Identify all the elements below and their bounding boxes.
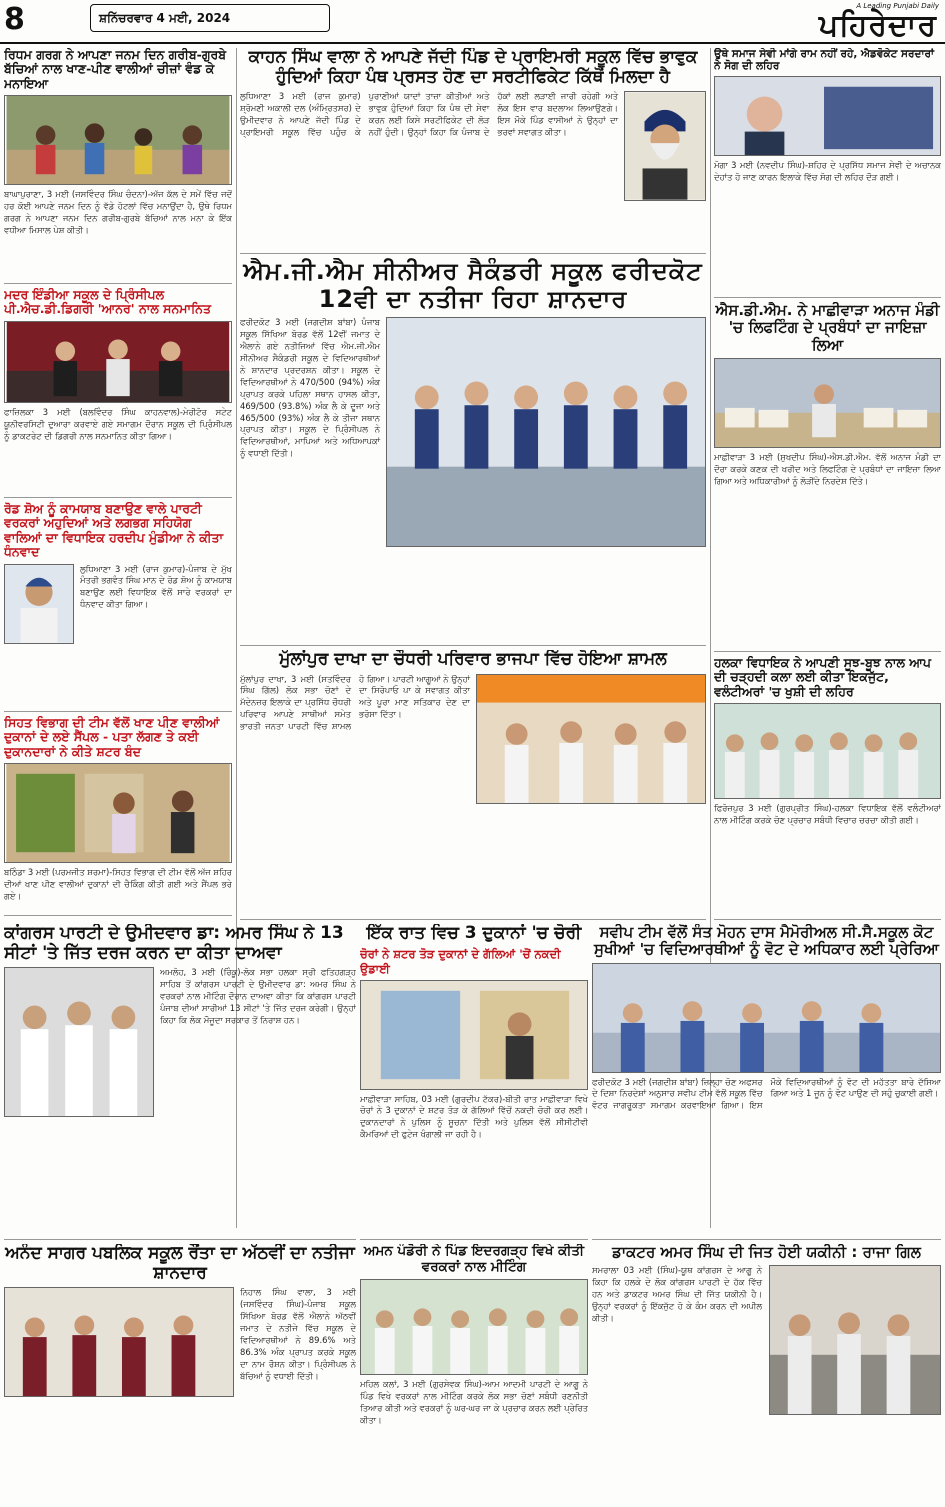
- body: ਬਠਿੰਡਾ 3 ਮਈ (ਪਰਮਜੀਤ ਸ਼ਰਮਾ)-ਸਿਹਤ ਵਿਭਾਗ ਦੀ ਟੀਮ ਵੱਲੋਂ ਅੱਜ ਸ਼ਹਿਰ ਦੀਆਂ ਖਾਣ ਪੀਣ ਵਾਲੀਆਂ ਦੁਕਾਨਾਂ ਦੀ ਚੈਕਿੰਗ ਕੀਤੀ ਗਈ ਅਤੇ ਸੈਂਪਲ ਭਰੇ ਗਏ।: [4, 867, 232, 901]
- photo-bjp: [476, 674, 706, 804]
- photo-meeting: [360, 1279, 588, 1375]
- photo-portrait: [4, 564, 74, 644]
- photo-kahan-singh: [624, 91, 706, 201]
- headline: ਮਦਰ ਇੰਡੀਆ ਸਕੂਲ ਦੇ ਪ੍ਰਿੰਸੀਪਲ ਪੀ.ਐਚ.ਡੀ.ਡਿਗਰੀ 'ਆਨਰ' ਨਾਲ ਸਨਮਾਨਿਤ: [4, 288, 211, 317]
- body: ਬਾਘਾਪੁਰਾਣਾ, 3 ਮਈ (ਜਸਵਿੰਦਰ ਸਿੰਘ ਚੰਦਨਾ)-ਅੱਜ ਕੱਲ ਦੇ ਸਮੇਂ ਵਿੱਚ ਜਦੋਂ ਹਰ ਕੋਈ ਆਪਣੇ ਜਨਮ ਦਿਨ ਨੂੰ ਵੱਡੇ ਹੋਟਲਾਂ ਵਿੱਚ ਮਨਾਉਂਦਾ ਹੈ, ਉਥੇ ਰਿਧਮ ਗਰਗ ਨੇ ਆਪਣਾ ਜਨਮ ਦਿਨ ਗਰੀਬ-ਗੁਰਬੇ ਬੱਚਿਆਂ ਨਾਲ ਮਨਾ ਕੇ ਇੱਕ ਵਧੀਆ ਮਿਸਾਲ ਪੇਸ਼ ਕੀਤੀ।: [4, 189, 232, 235]
- photo-children: [4, 95, 232, 185]
- story-congress: [4, 924, 356, 1240]
- story-birthday: [4, 48, 232, 284]
- story-raja-gill: [592, 1244, 941, 1503]
- bjp-image: [477, 675, 705, 803]
- story-anand-sagar: [4, 1244, 356, 1503]
- shop-image: [361, 981, 587, 1089]
- dateline: ਸ਼ਨਿੱਚਰਵਾਰ 4 ਮਈ, 2024: [90, 4, 330, 32]
- body: ਨਿਹਾਲ ਸਿੰਘ ਵਾਲਾ, 3 ਮਈ (ਜਸਵਿੰਦਰ ਸਿੰਘ)-ਪੰਜਾਬ ਸਕੂਲ ਸਿੱਖਿਆ ਬੋਰਡ ਵੱਲੋਂ ਐਲਾਨੇ ਅੱਠਵੀਂ ਜਮਾਤ ਦੇ ਨਤੀਜੇ ਵਿੱਚ ਸਕੂਲ ਦੇ ਵਿਦਿਆਰਥੀਆਂ ਨੇ 89.6% ਅਤੇ 86.3% ਅੰਕ ਪ੍ਰਾਪਤ ਕਰਕੇ ਸਕੂਲ ਦਾ ਨਾਮ ਰੌਸ਼ਨ ਕੀਤਾ। ਪ੍ਰਿੰਸੀਪਲ ਨੇ ਬੱਚਿਆਂ ਨੂੰ ਵਧਾਈ ਦਿੱਤੀ।: [240, 1287, 356, 1381]
- obituary-image: [715, 77, 940, 155]
- headline: ਅਮਨ ਪੰਡੋਰੀ ਨੇ ਪਿੰਡ ਇਦਰਗੜ੍ਹ ਵਿਖੇ ਕੀਤੀ ਵਰਕਰਾਂ ਨਾਲ ਮੀਟਿੰਗ: [363, 1244, 585, 1275]
- headline: ਐਸ.ਡੀ.ਐਮ. ਨੇ ਮਾਛੀਵਾੜਾ ਅਨਾਜ ਮੰਡੀ 'ਚ ਲਿਫਟਿੰਗ ਦੇ ਪ੍ਰਬੰਧਾਂ ਦਾ ਜਾਇਜ਼ਾ ਲਿਆ: [715, 302, 940, 354]
- photo-shop-inspection: [4, 763, 232, 863]
- headline: ਹਲਕਾ ਵਿਧਾਇਕ ਨੇ ਆਪਣੀ ਸੂਝ-ਬੂਝ ਨਾਲ ਆਪ ਦੀ ਚੜ੍ਹਦੀ ਕਲਾ ਲਈ ਕੀਤਾ ਇਕਜੁੱਟ, ਵਲੰਟੀਅਰਾਂ 'ਚ ਖੁਸ਼ੀ ਦੀ ਲਹਿਰ: [714, 656, 931, 699]
- photo-children-image: [5, 96, 231, 184]
- body: ਲੁਧਿਆਣਾ 3 ਮਈ (ਰਾਜ ਕੁਮਾਰ) ਸ਼੍ਰੋਮਣੀ ਅਕਾਲੀ ਦਲ (ਅੰਮ੍ਰਿਤਸਰ) ਦੇ ਉਮੀਦਵਾਰ ਨੇ ਆਪਣੇ ਜੱਦੀ ਪਿੰਡ ਦੇ ਪ੍ਰਾਇਮਰੀ ਸਕੂਲ ਵਿੱਚ ਪਹੁੰਚ ਕੇ ਪੁਰਾਣੀਆਂ ਯਾਦਾਂ ਤਾਜ਼ਾ ਕੀਤੀਆਂ ਅਤੇ ਭਾਵੁਕ ਹੁੰਦਿਆਂ ਕਿਹਾ ਕਿ ਪੰਥ ਦੀ ਸੇਵਾ ਕਰਨ ਲਈ ਕਿਸੇ ਸਰਟੀਫਿਕੇਟ ਦੀ ਲੋੜ ਨਹੀਂ ਹੁੰਦੀ। ਉਨ੍ਹਾਂ ਕਿਹਾ ਕਿ ਪੰਜਾਬ ਦੇ ਹੱਕਾਂ ਲਈ ਲੜਾਈ ਜਾਰੀ ਰਹੇਗੀ ਅਤੇ ਲੋਕ ਇਸ ਵਾਰ ਬਦਲਾਅ ਲਿਆਉਣਗੇ। ਇਸ ਮੌਕੇ ਪਿੰਡ ਵਾਸੀਆਂ ਨੇ ਉਨ੍ਹਾਂ ਦਾ ਭਰਵਾਂ ਸਵਾਗਤ ਕੀਤਾ।: [240, 91, 618, 137]
- headline: ਉਥੇ ਸਮਾਜ ਸੇਵੀ ਮਾਂਗੇ ਰਾਮ ਨਹੀਂ ਰਹੇ, ਐਡਵੋਕੇਟ ਸਰਦਾਰਾਂ ਨੇ ਸੋਗ ਦੀ ਲਹਿਰ: [714, 48, 934, 73]
- photo-obituary: [714, 76, 941, 156]
- body: ਲੁਧਿਆਣਾ 3 ਮਈ (ਰਾਜ ਕੁਮਾਰ)-ਪੰਜਾਬ ਦੇ ਮੁੱਖ ਮੰਤਰੀ ਭਗਵੰਤ ਸਿੰਘ ਮਾਨ ਦੇ ਰੋਡ ਸ਼ੋਅ ਨੂੰ ਕਾਮਯਾਬ ਬਣਾਉਣ ਲਈ ਵਿਧਾਇਕ ਵੱਲੋਂ ਸਾਰੇ ਵਰਕਰਾਂ ਦਾ ਧੰਨਵਾਦ ਕੀਤਾ ਗਿਆ।: [80, 563, 232, 610]
- photo-award: [4, 321, 232, 403]
- meeting-image: [361, 1280, 587, 1374]
- subhead: ਚੋਰਾਂ ਨੇ ਸ਼ਟਰ ਤੋੜ ਦੁਕਾਨਾਂ ਦੇ ਗੱਲਿਆਂ 'ਚੋਂ ਨਕਦੀ ਉਡਾਈ: [360, 946, 561, 976]
- shop-image: [5, 764, 231, 862]
- body: ਮੋਗਾ 3 ਮਈ (ਨਵਦੀਪ ਸਿੰਘ)-ਸ਼ਹਿਰ ਦੇ ਪ੍ਰਸਿੱਧ ਸਮਾਜ ਸੇਵੀ ਦੇ ਅਚਾਨਕ ਦੇਹਾਂਤ ਹੋ ਜਾਣ ਕਾਰਨ ਇਲਾਕੇ ਵਿੱਚ ਸੋਗ ਦੀ ਲਹਿਰ ਦੌੜ ਗਈ।: [714, 160, 941, 183]
- headline: ਰੋਡ ਸ਼ੋਅ ਨੂੰ ਕਾਮਯਾਬ ਬਣਾਉਣ ਵਾਲੇ ਪਾਰਟੀ ਵਰਕਰਾਂ ਅਹੁਦਿਆਂ ਅਤੇ ਲਗਭਗ ਸਹਿਯੋਗ ਵਾਲਿਆਂ ਦਾ ਵਿਧਾਇਕ ਹਰਦੀਪ ਮੁੰਡੀਆ ਨੇ ਕੀਤਾ ਧੰਨਵਾਦ: [4, 502, 224, 560]
- story-school-award: [4, 288, 232, 498]
- story-aman-pandori: [360, 1244, 588, 1503]
- photo-students: [386, 317, 706, 547]
- story-health-team: [4, 716, 232, 916]
- story-halka: [714, 656, 941, 920]
- photo-raja-gill: [769, 1265, 941, 1415]
- headline: ਅਨੰਦ ਸਾਗਰ ਪਬਲਿਕ ਸਕੂਲ ਰੌਂਤਾ ਦਾ ਅੱਠਵੀਂ ਦਾ ਨਤੀਜਾ ਸ਼ਾਨਦਾਰ: [5, 1244, 355, 1283]
- headline: ਕਾਹਨ ਸਿੰਘ ਵਾਲਾ ਨੇ ਆਪਣੇ ਜੱਦੀ ਪਿੰਡ ਦੇ ਪ੍ਰਾਇਮਰੀ ਸਕੂਲ ਵਿੱਚ ਭਾਵੁਕ ਹੁੰਦਿਆਂ ਕਿਹਾ ਪੰਥ ਪ੍ਰਸਤ ਹੋਣ ਦਾ ਸਰਟੀਫਿਕੇਟ ਕਿੱਥੋਂ ਮਿਲਦਾ ਹੈ: [248, 48, 698, 87]
- story-kahan-singh: [240, 48, 706, 254]
- headline: ਕਾਂਗਰਸ ਪਾਰਟੀ ਦੇ ਉਮੀਦਵਾਰ ਡਾ: ਅਮਰ ਸਿੰਘ ਨੇ 13 ਸੀਟਾਂ 'ਤੇ ਜਿੱਤ ਦਰਜ ਕਰਨ ਦਾ ਕੀਤਾ ਦਾਅਵਾ: [4, 924, 344, 963]
- body: ਸਮਰਾਲਾ 03 ਮਈ (ਸਿੰਘ)-ਯੂਥ ਕਾਂਗਰਸ ਦੇ ਆਗੂ ਨੇ ਕਿਹਾ ਕਿ ਹਲਕੇ ਦੇ ਲੋਕ ਕਾਂਗਰਸ ਪਾਰਟੀ ਦੇ ਹੱਕ ਵਿੱਚ ਹਨ ਅਤੇ ਡਾਕਟਰ ਅਮਰ ਸਿੰਘ ਦੀ ਜਿੱਤ ਯਕੀਨੀ ਹੈ। ਉਨ੍ਹਾਂ ਵਰਕਰਾਂ ਨੂੰ ਇੱਕਜੁੱਟ ਹੋ ਕੇ ਕੰਮ ਕਰਨ ਦੀ ਅਪੀਲ ਕੀਤੀ।: [592, 1265, 762, 1323]
- body: ਮੁੱਲਾਂਪੁਰ ਦਾਖਾ, 3 ਮਈ (ਸਤਵਿੰਦਰ ਸਿੰਘ ਗਿੱਲ) ਲੋਕ ਸਭਾ ਚੋਣਾਂ ਦੇ ਮੱਦੇਨਜ਼ਰ ਇਲਾਕੇ ਦਾ ਪ੍ਰਸਿੱਧ ਚੌਧਰੀ ਪਰਿਵਾਰ ਆਪਣੇ ਸਾਥੀਆਂ ਸਮੇਤ ਭਾਰਤੀ ਜਨਤਾ ਪਾਰਟੀ ਵਿੱਚ ਸ਼ਾਮਲ ਹੋ ਗਿਆ। ਪਾਰਟੀ ਆਗੂਆਂ ਨੇ ਉਨ੍ਹਾਂ ਦਾ ਸਿਰੋਪਾਓ ਪਾ ਕੇ ਸਵਾਗਤ ਕੀਤਾ ਅਤੇ ਪੂਰਾ ਮਾਣ ਸਤਿਕਾਰ ਦੇਣ ਦਾ ਭਰੋਸਾ ਦਿੱਤਾ।: [240, 673, 470, 732]
- body: ਮਾਛੀਵਾੜਾ 3 ਮਈ (ਸੁਖਦੀਪ ਸਿੰਘ)-ਐਸ.ਡੀ.ਐਮ. ਵੱਲੋਂ ਅਨਾਜ ਮੰਡੀ ਦਾ ਦੌਰਾ ਕਰਕੇ ਕਣਕ ਦੀ ਖਰੀਦ ਅਤੇ ਲਿਫਟਿੰਗ ਦੇ ਪ੍ਰਬੰਧਾਂ ਦਾ ਜਾਇਜ਼ਾ ਲਿਆ ਗਿਆ ਅਤੇ ਅਧਿਕਾਰੀਆਂ ਨੂੰ ਲੋੜੀਂਦੇ ਨਿਰਦੇਸ਼ ਦਿੱਤੇ।: [714, 451, 941, 486]
- photo-sweep: [592, 963, 941, 1073]
- page-number: 8: [4, 2, 25, 37]
- headline: ਰਿਧਮ ਗਰਗ ਨੇ ਆਪਣਾ ਜਨਮ ਦਿਨ ਗਰੀਬ-ਗੁਰਬੇ ਬੱਚਿਆਂ ਨਾਲ ਖਾਣ-ਪੀਣ ਵਾਲੀਆਂ ਚੀਜ਼ਾਂ ਵੰਡ ਕੇ ਮਨਾਇਆ: [4, 48, 227, 91]
- headline: ਸਵੀਪ ਟੀਮ ਵੱਲੋਂ ਸੰਤ ਮੋਹਨ ਦਾਸ ਮੈਮੋਰੀਅਲ ਸੀ.ਸੈ.ਸਕੂਲ ਕੋਟ ਸੁਖੀਆਂ 'ਚ ਵਿਦਿਆਰਥੀਆਂ ਨੂੰ ਵੋਟ ਦੇ ਅਧਿਕਾਰ ਲਈ ਪ੍ਰੇਰਿਆ: [593, 924, 940, 959]
- story-machhiwara: [714, 302, 941, 652]
- mandi-image: [715, 359, 940, 447]
- headline: ਮੁੱਲਾਂਪੁਰ ਦਾਖਾ ਦਾ ਚੌਧਰੀ ਪਰਿਵਾਰ ਭਾਜਪਾ ਵਿੱਚ ਹੋਇਆ ਸ਼ਾਮਲ: [279, 650, 667, 669]
- anand-sagar-image: [5, 1288, 233, 1396]
- headline: ਸਿਹਤ ਵਿਭਾਗ ਦੀ ਟੀਮ ਵੱਲੋਂ ਖਾਣ ਪੀਣ ਵਾਲੀਆਂ ਦੁਕਾਨਾਂ ਦੇ ਲਏ ਸੈਂਪਲ - ਪਤਾ ਲੱਗਣ ਤੇ ਕਈ ਦੁਕਾਨਦਾਰਾਂ ਨੇ ਕੀਤੇ ਸ਼ਟਰ ਬੰਦ: [4, 716, 220, 759]
- congress-image: [5, 968, 153, 1116]
- body: ਮਾਛੀਵਾੜਾ ਸਾਹਿਬ, 03 ਮਈ (ਗੁਰਦੀਪ ਟੱਕਰ)-ਬੀਤੀ ਰਾਤ ਮਾਛੀਵਾੜਾ ਵਿਖੇ ਚੋਰਾਂ ਨੇ 3 ਦੁਕਾਨਾਂ ਦੇ ਸ਼ਟਰ ਤੋੜ ਕੇ ਗੱਲਿਆਂ ਵਿੱਚੋਂ ਨਕਦੀ ਚੋਰੀ ਕਰ ਲਈ। ਦੁਕਾਨਦਾਰਾਂ ਨੇ ਪੁਲਿਸ ਨੂੰ ਸੂਚਨਾ ਦਿੱਤੀ ਅਤੇ ਪੁਲਿਸ ਵੱਲੋਂ ਸੀਸੀਟੀਵੀ ਕੈਮਰਿਆਂ ਦੀ ਫੁਟੇਜ ਖੰਗਾਲੀ ਜਾ ਰਹੀ ਹੈ।: [360, 1093, 588, 1140]
- raja-gill-image: [770, 1266, 940, 1414]
- photo-congress: [4, 967, 154, 1117]
- photo-mandi: [714, 358, 941, 448]
- headline: ਐਮ.ਜੀ.ਐਮ ਸੀਨੀਅਰ ਸੈਕੰਡਰੀ ਸਕੂਲ ਫਰੀਦਕੋਟ 12ਵੀ ਦਾ ਨਤੀਜਾ ਰਿਹਾ ਸ਼ਾਨਦਾਰ: [243, 258, 703, 313]
- photo-shop: [360, 980, 588, 1090]
- body: ਫਿਰੋਜ਼ਪੁਰ 3 ਮਈ (ਗੁਰਪ੍ਰੀਤ ਸਿੰਘ)-ਹਲਕਾ ਵਿਧਾਇਕ ਵੱਲੋਂ ਵਲੰਟੀਅਰਾਂ ਨਾਲ ਮੀਟਿੰਗ ਕਰਕੇ ਚੋਣ ਪ੍ਰਚਾਰ ਸਬੰਧੀ ਵਿਚਾਰ ਚਰਚਾ ਕੀਤੀ ਗਈ।: [714, 803, 941, 826]
- masthead: [0, 0, 945, 44]
- story-theft: [360, 924, 588, 1240]
- photo-anand-sagar: [4, 1287, 234, 1397]
- body: ਫਾਜ਼ਿਲਕਾ 3 ਮਈ (ਬਲਵਿੰਦਰ ਸਿੰਘ ਕਾਹਨਵਾਲ)-ਮੇਰੀਟੋਰ ਸਟੇਟ ਯੂਨੀਵਰਸਿਟੀ ਦੁਆਰਾ ਕਰਵਾਏ ਗਏ ਸਮਾਗਮ ਦੌਰਾਨ ਸਕੂਲ ਦੀ ਪ੍ਰਿੰਸੀਪਲ ਨੂੰ ਡਾਕਟਰੇਟ ਦੀ ਡਿਗਰੀ ਨਾਲ ਸਨਮਾਨਿਤ ਕੀਤਾ ਗਿਆ।: [4, 406, 232, 441]
- story-bjp-join: [240, 650, 706, 920]
- body: ਅਮਲੋਹ, 3 ਮਈ (ਰਿੰਕੂ)-ਲੋਕ ਸਭਾ ਹਲਕਾ ਸ੍ਰੀ ਫਤਿਹਗੜ੍ਹ ਸਾਹਿਬ ਤੋਂ ਕਾਂਗਰਸ ਪਾਰਟੀ ਦੇ ਉਮੀਦਵਾਰ ਡਾ: ਅਮਰ ਸਿੰਘ ਨੇ ਵਰਕਰਾਂ ਨਾਲ ਮੀਟਿੰਗ ਦੌਰਾਨ ਦਾਅਵਾ ਕੀਤਾ ਕਿ ਕਾਂਗਰਸ ਪਾਰਟੀ ਪੰਜਾਬ ਦੀਆਂ ਸਾਰੀਆਂ 13 ਸੀਟਾਂ 'ਤੇ ਜਿੱਤ ਦਰਜ ਕਰੇਗੀ। ਉਨ੍ਹਾਂ ਕਿਹਾ ਕਿ ਲੋਕ ਮੌਜੂਦਾ ਸਰਕਾਰ ਤੋਂ ਨਿਰਾਸ਼ ਹਨ।: [160, 967, 356, 1025]
- story-roadshow-thanks: [4, 502, 232, 712]
- sweep-image: [593, 964, 940, 1072]
- students-image: [387, 318, 705, 546]
- tagline: A Leading Punjabi Daily: [856, 2, 939, 10]
- photo-volunteers: [714, 703, 941, 799]
- story-obituary: [714, 48, 941, 298]
- body: ਮਹਿਲ ਕਲਾਂ, 3 ਮਈ (ਗੁਰਸੇਵਕ ਸਿੰਘ)-ਆਮ ਆਦਮੀ ਪਾਰਟੀ ਦੇ ਆਗੂ ਨੇ ਪਿੰਡ ਵਿਖੇ ਵਰਕਰਾਂ ਨਾਲ ਮੀਟਿੰਗ ਕਰਕੇ ਲੋਕ ਸਭਾ ਚੋਣਾਂ ਸਬੰਧੀ ਰਣਨੀਤੀ ਤਿਆਰ ਕੀਤੀ ਅਤੇ ਵਰਕਰਾਂ ਨੂੰ ਘਰ-ਘਰ ਜਾ ਕੇ ਪ੍ਰਚਾਰ ਕਰਨ ਲਈ ਪ੍ਰੇਰਿਤ ਕੀਤਾ।: [360, 1379, 588, 1425]
- kahan-singh-image: [625, 92, 705, 200]
- portrait-image: [5, 565, 73, 643]
- headline: ਇੱਕ ਰਾਤ ਵਿਚ 3 ਦੁਕਾਨਾਂ 'ਚ ਚੋਰੀ: [366, 924, 582, 943]
- headline: ਡਾਕਟਰ ਅਮਰ ਸਿੰਘ ਦੀ ਜਿਤ ਹੋਈ ਯਕੀਨੀ : ਰਾਜਾ ਗਿਲ: [612, 1244, 921, 1261]
- story-mgm-school: [240, 258, 706, 646]
- brand-logo: ਪਹਿਰੇਦਾਰ: [818, 8, 937, 43]
- photo-award-image: [5, 322, 231, 402]
- body: ਫਰੀਦਕੋਟ 3 ਮਈ (ਜਗਦੀਸ਼ ਬਾਂਬਾ) ਜ਼ਿਲ੍ਹਾ ਚੋਣ ਅਫਸਰ ਦੇ ਦਿਸ਼ਾ ਨਿਰਦੇਸ਼ਾਂ ਅਨੁਸਾਰ ਸਵੀਪ ਟੀਮ ਵੱਲੋਂ ਸਕੂਲ ਵਿੱਚ ਵੋਟਰ ਜਾਗਰੂਕਤਾ ਸਮਾਗਮ ਕਰਵਾਇਆ ਗਿਆ। ਇਸ ਮੌਕੇ ਵਿਦਿਆਰਥੀਆਂ ਨੂੰ ਵੋਟ ਦੀ ਮਹੱਤਤਾ ਬਾਰੇ ਦੱਸਿਆ ਗਿਆ ਅਤੇ 1 ਜੂਨ ਨੂੰ ਵੋਟ ਪਾਉਣ ਦੀ ਸਹੁੰ ਚੁਕਾਈ ਗਈ।: [592, 1076, 941, 1111]
- body: ਫਰੀਦਕੋਟ 3 ਮਈ (ਜਗਦੀਸ਼ ਬਾਂਬਾ) ਪੰਜਾਬ ਸਕੂਲ ਸਿੱਖਿਆ ਬੋਰਡ ਵੱਲੋਂ 12ਵੀਂ ਜਮਾਤ ਦੇ ਐਲਾਨੇ ਗਏ ਨਤੀਜਿਆਂ ਵਿੱਚ ਐਮ.ਜੀ.ਐਮ ਸੀਨੀਅਰ ਸੈਕੰਡਰੀ ਸਕੂਲ ਦੇ ਵਿਦਿਆਰਥੀਆਂ ਨੇ ਸ਼ਾਨਦਾਰ ਪ੍ਰਦਰਸ਼ਨ ਕੀਤਾ। ਸਕੂਲ ਦੇ ਵਿਦਿਆਰਥੀਆਂ ਨੇ 470/500 (94%) ਅੰਕ ਪ੍ਰਾਪਤ ਕਰਕੇ ਪਹਿਲਾ ਸਥਾਨ ਹਾਸਲ ਕੀਤਾ, 469/500 (93.8%) ਅੰਕ ਲੈ ਕੇ ਦੂਜਾ ਅਤੇ 465/500 (93%) ਅੰਕ ਲੈ ਕੇ ਤੀਜਾ ਸਥਾਨ ਪ੍ਰਾਪਤ ਕੀਤਾ। ਸਕੂਲ ਦੇ ਪ੍ਰਿੰਸੀਪਲ ਨੇ ਵਿਦਿਆਰਥੀਆਂ, ਮਾਪਿਆਂ ਅਤੇ ਅਧਿਆਪਕਾਂ ਨੂੰ ਵਧਾਈ ਦਿੱਤੀ।: [240, 317, 380, 459]
- story-sweep: [592, 924, 941, 1240]
- volunteers-image: [715, 704, 940, 798]
